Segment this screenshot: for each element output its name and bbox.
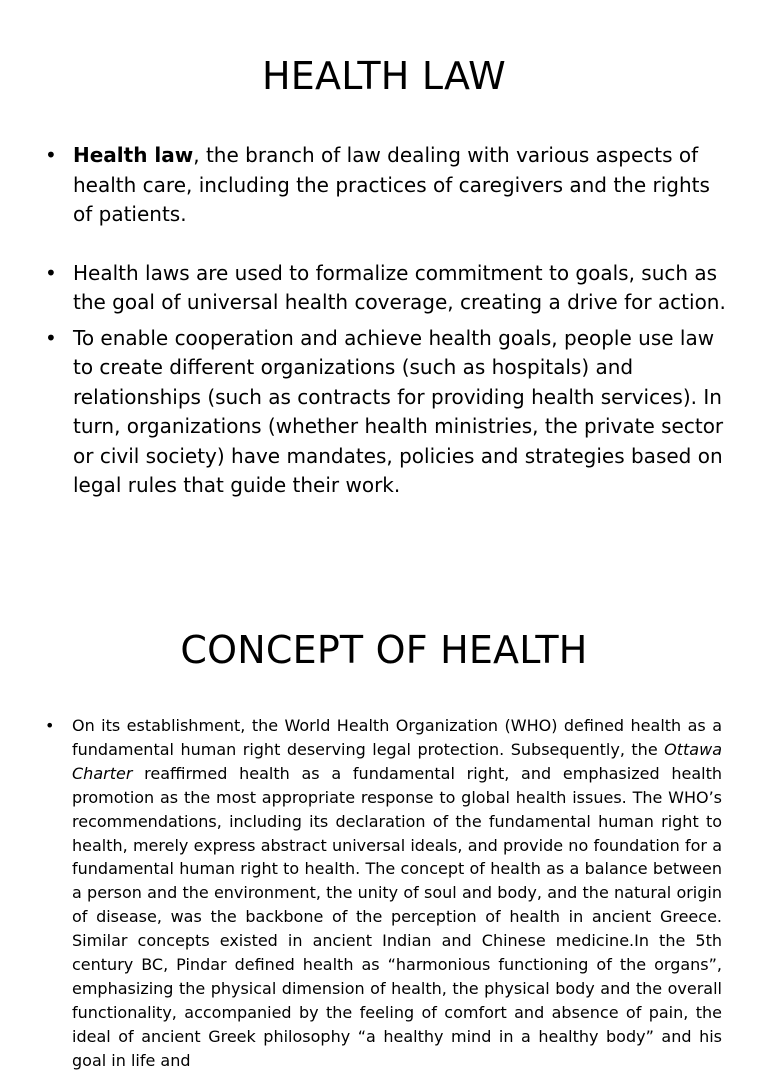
paragraph-text: On its establishment, the World Health Organization (WHO) defined health as a fundamental human right deserving legal protection. Subsequently, the bbox=[72, 716, 722, 759]
section-title: CONCEPT OF HEALTH bbox=[180, 628, 588, 672]
page-title: HEALTH LAW bbox=[262, 54, 506, 98]
list-item bbox=[73, 324, 733, 501]
italic-term: Ottawa Charter bbox=[72, 739, 722, 783]
bullet-text: To enable cooperation and achieve health goals, people use law to create different organizations (such as hospitals) and relationships (such as contracts for providing health services). In turn, organizations (whether health ministries, the private sector or civil society) have mandates, policies and strategies based on legal rules that guide their work. bbox=[73, 325, 724, 497]
bold-term: Health law bbox=[73, 143, 194, 167]
list-item bbox=[73, 259, 733, 318]
bullet-text: Health laws are used to formalize commitment to goals, such as the goal of universal health coverage, creating a drive for action. bbox=[73, 260, 726, 314]
paragraph-text: reaffirmed health as a fundamental right, and emphasized health promotion as the most appropriate response to global health issues. The WHO’s recommendations, including its declaration of the fundamental human right to health, merely express abstract universal ideals, and provide no foundation for a fundamental human right to health. The concept of health as a balance between a person and the environment, the unity of soul and body, and the natural origin of disease, was the backbone of the perception of health in ancient Greece. Similar concepts existed in ancient Indian and Chinese medicine.In the 5th century BC, Pindar defined health as “harmonious functioning of the organs”, emphasizing the physical dimension of health, the physical body and the overall functionality, accompanied by the feeling of comfort and absence of pain, the ideal of ancient Greek philosophy “a healthy mind in a healthy body” and his goal in life and bbox=[72, 763, 722, 1070]
list-item bbox=[72, 714, 722, 1073]
bullet-text: , the branch of law dealing with various aspects of health care, including the practices of caregivers and the rights of patients. bbox=[73, 143, 710, 226]
health-law-bullet-list bbox=[73, 141, 733, 501]
list-item bbox=[73, 141, 733, 230]
concept-bullet-list bbox=[72, 714, 722, 1073]
